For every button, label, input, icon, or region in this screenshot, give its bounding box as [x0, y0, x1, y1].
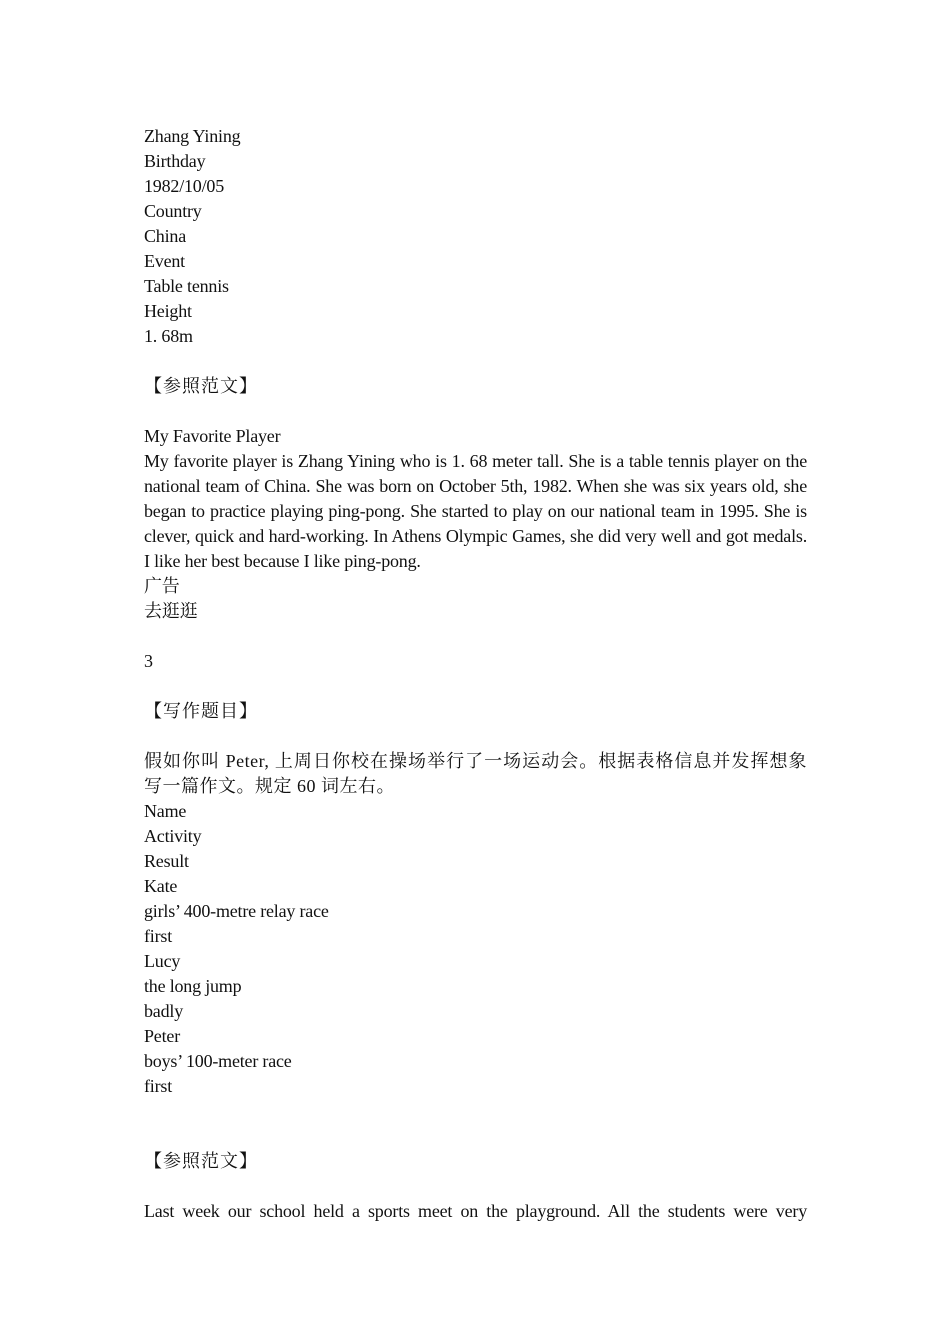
sample-essay-heading-2: 【参照范文】 — [144, 1151, 258, 1171]
spacer — [144, 674, 807, 699]
essay-body: My favorite player is Zhang Yining who is 1. 68 meter tall. She is a table tennis player on the national team of China. She was born on October 5th, 1982. When she was six years old, she began to practice playing ping-pong. She started to play on our national team in 1995. She is clever, quick and hard-working. In Athens Olympic Games, she did very well and got medals. I like her best because I like ping-pong. — [144, 451, 807, 571]
height-label: Height — [144, 301, 192, 321]
ad-link[interactable]: 去逛逛 — [144, 601, 198, 621]
birthday-label: Birthday — [144, 151, 206, 171]
country-label: Country — [144, 201, 202, 221]
spacer — [144, 1099, 807, 1124]
essay2-first-line: Last week our school held a sports meet on the playground. All the students were very — [144, 1201, 807, 1221]
table-cell-result: first — [144, 1076, 172, 1096]
event-value: Table tennis — [144, 276, 229, 296]
spacer — [144, 1174, 807, 1199]
player-name: Zhang Yining — [144, 126, 241, 146]
table-cell-activity: boys’ 100-meter race — [144, 1051, 292, 1071]
writing-task-prompt: 假如你叫 Peter, 上周日你校在操场举行了一场运动会。根据表格信息并发挥想象写一篇作文。规定 60 词左右。 — [144, 751, 807, 796]
spacer — [144, 399, 807, 424]
ad-label: 广告 — [144, 576, 180, 596]
essay-title: My Favorite Player — [144, 426, 281, 446]
table-header-result: Result — [144, 851, 189, 871]
spacer — [144, 724, 807, 749]
spacer — [144, 624, 807, 649]
table-cell-name: Peter — [144, 1026, 180, 1046]
table-header-activity: Activity — [144, 826, 202, 846]
writing-task-heading: 【写作题目】 — [144, 701, 258, 721]
height-value: 1. 68m — [144, 326, 193, 346]
table-cell-name: Kate — [144, 876, 178, 896]
info-table — [144, 799, 807, 1099]
spacer — [144, 349, 807, 374]
spacer — [144, 1124, 807, 1149]
section-number: 3 — [144, 651, 153, 671]
table-cell-activity: girls’ 400-metre relay race — [144, 901, 329, 921]
sample-essay-heading: 【参照范文】 — [144, 376, 258, 396]
document-page — [144, 124, 807, 1224]
country-value: China — [144, 226, 186, 246]
table-cell-activity: the long jump — [144, 976, 242, 996]
table-header-name: Name — [144, 801, 187, 821]
event-label: Event — [144, 251, 185, 271]
birthday-value: 1982/10/05 — [144, 176, 225, 196]
table-cell-result: badly — [144, 1001, 183, 1021]
table-cell-name: Lucy — [144, 951, 181, 971]
table-cell-result: first — [144, 926, 172, 946]
